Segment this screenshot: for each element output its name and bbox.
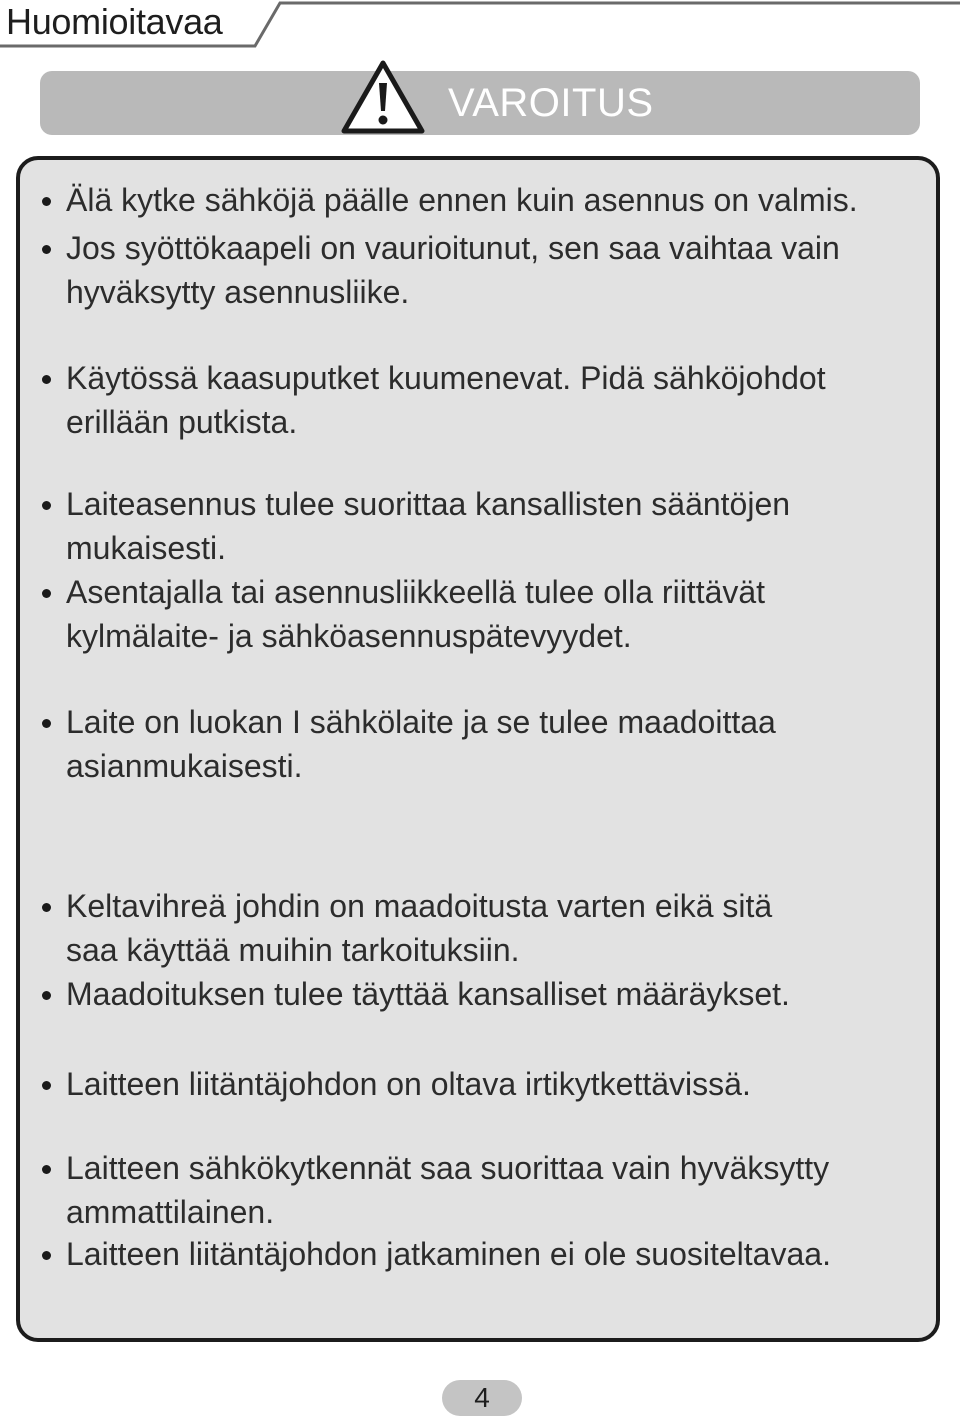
list-item-text: Jos syöttökaapeli on vaurioitunut, sen saa vaihtaa vain hyväksytty asennusliike. [66, 230, 840, 310]
list-item-text: Laite on luokan I sähkölaite ja se tulee maadoittaa asianmukaisesti. [66, 704, 776, 784]
list-item [42, 972, 952, 1016]
page-number: 4 [442, 1380, 522, 1416]
list-item-text: Asentajalla tai asennusliikkeellä tulee olla riittävät kylmälaite- ja sähköasennuspätevyydet. [66, 574, 766, 654]
bullet-dot-icon [42, 245, 51, 254]
list-item-text: Älä kytke sähköjä päälle ennen kuin asennus on valmis. [66, 182, 858, 218]
bullet-dot-icon [42, 1165, 51, 1174]
bullet-dot-icon [42, 1081, 51, 1090]
list-item [42, 570, 952, 658]
bullet-dot-icon [42, 1251, 51, 1260]
list-item [42, 884, 952, 972]
list-item [42, 1232, 952, 1276]
list-item-text: Laitteen liitäntäjohdon jatkaminen ei ole suositeltavaa. [66, 1236, 831, 1272]
list-item-text: Laitteen liitäntäjohdon on oltava irtikytkettävissä. [66, 1066, 751, 1102]
list-item [42, 700, 952, 788]
list-item-text: Maadoituksen tulee täyttää kansalliset määräykset. [66, 976, 790, 1012]
list-item [42, 1062, 952, 1106]
bullet-dot-icon [42, 903, 51, 912]
bullet-dot-icon [42, 375, 51, 384]
list-item-text: Käytössä kaasuputket kuumenevat. Pidä sähköjohdot erillään putkista. [66, 360, 826, 440]
warning-banner [40, 71, 920, 135]
bullet-dot-icon [42, 197, 51, 206]
list-item [42, 1146, 952, 1234]
page-title: Huomioitavaa [6, 1, 223, 42]
bullet-dot-icon [42, 991, 51, 1000]
bullet-dot-icon [42, 589, 51, 598]
warning-content-box [16, 156, 940, 1342]
list-item [42, 178, 952, 222]
list-item [42, 356, 952, 444]
list-item [42, 226, 952, 314]
list-item-text: Laitteen sähkökytkennät saa suorittaa vain hyväksytty ammattilainen. [66, 1150, 830, 1230]
list-item-text: Laiteasennus tulee suorittaa kansallisten sääntöjen mukaisesti. [66, 486, 791, 566]
bullet-dot-icon [42, 501, 51, 510]
bullet-dot-icon [42, 719, 51, 728]
warning-triangle-icon [340, 59, 426, 135]
list-item-text: Keltavihreä johdin on maadoitusta varten eikä sitä saa käyttää muihin tarkoituksiin. [66, 888, 773, 968]
warning-title: VAROITUS [448, 81, 654, 125]
list-item [42, 482, 952, 570]
